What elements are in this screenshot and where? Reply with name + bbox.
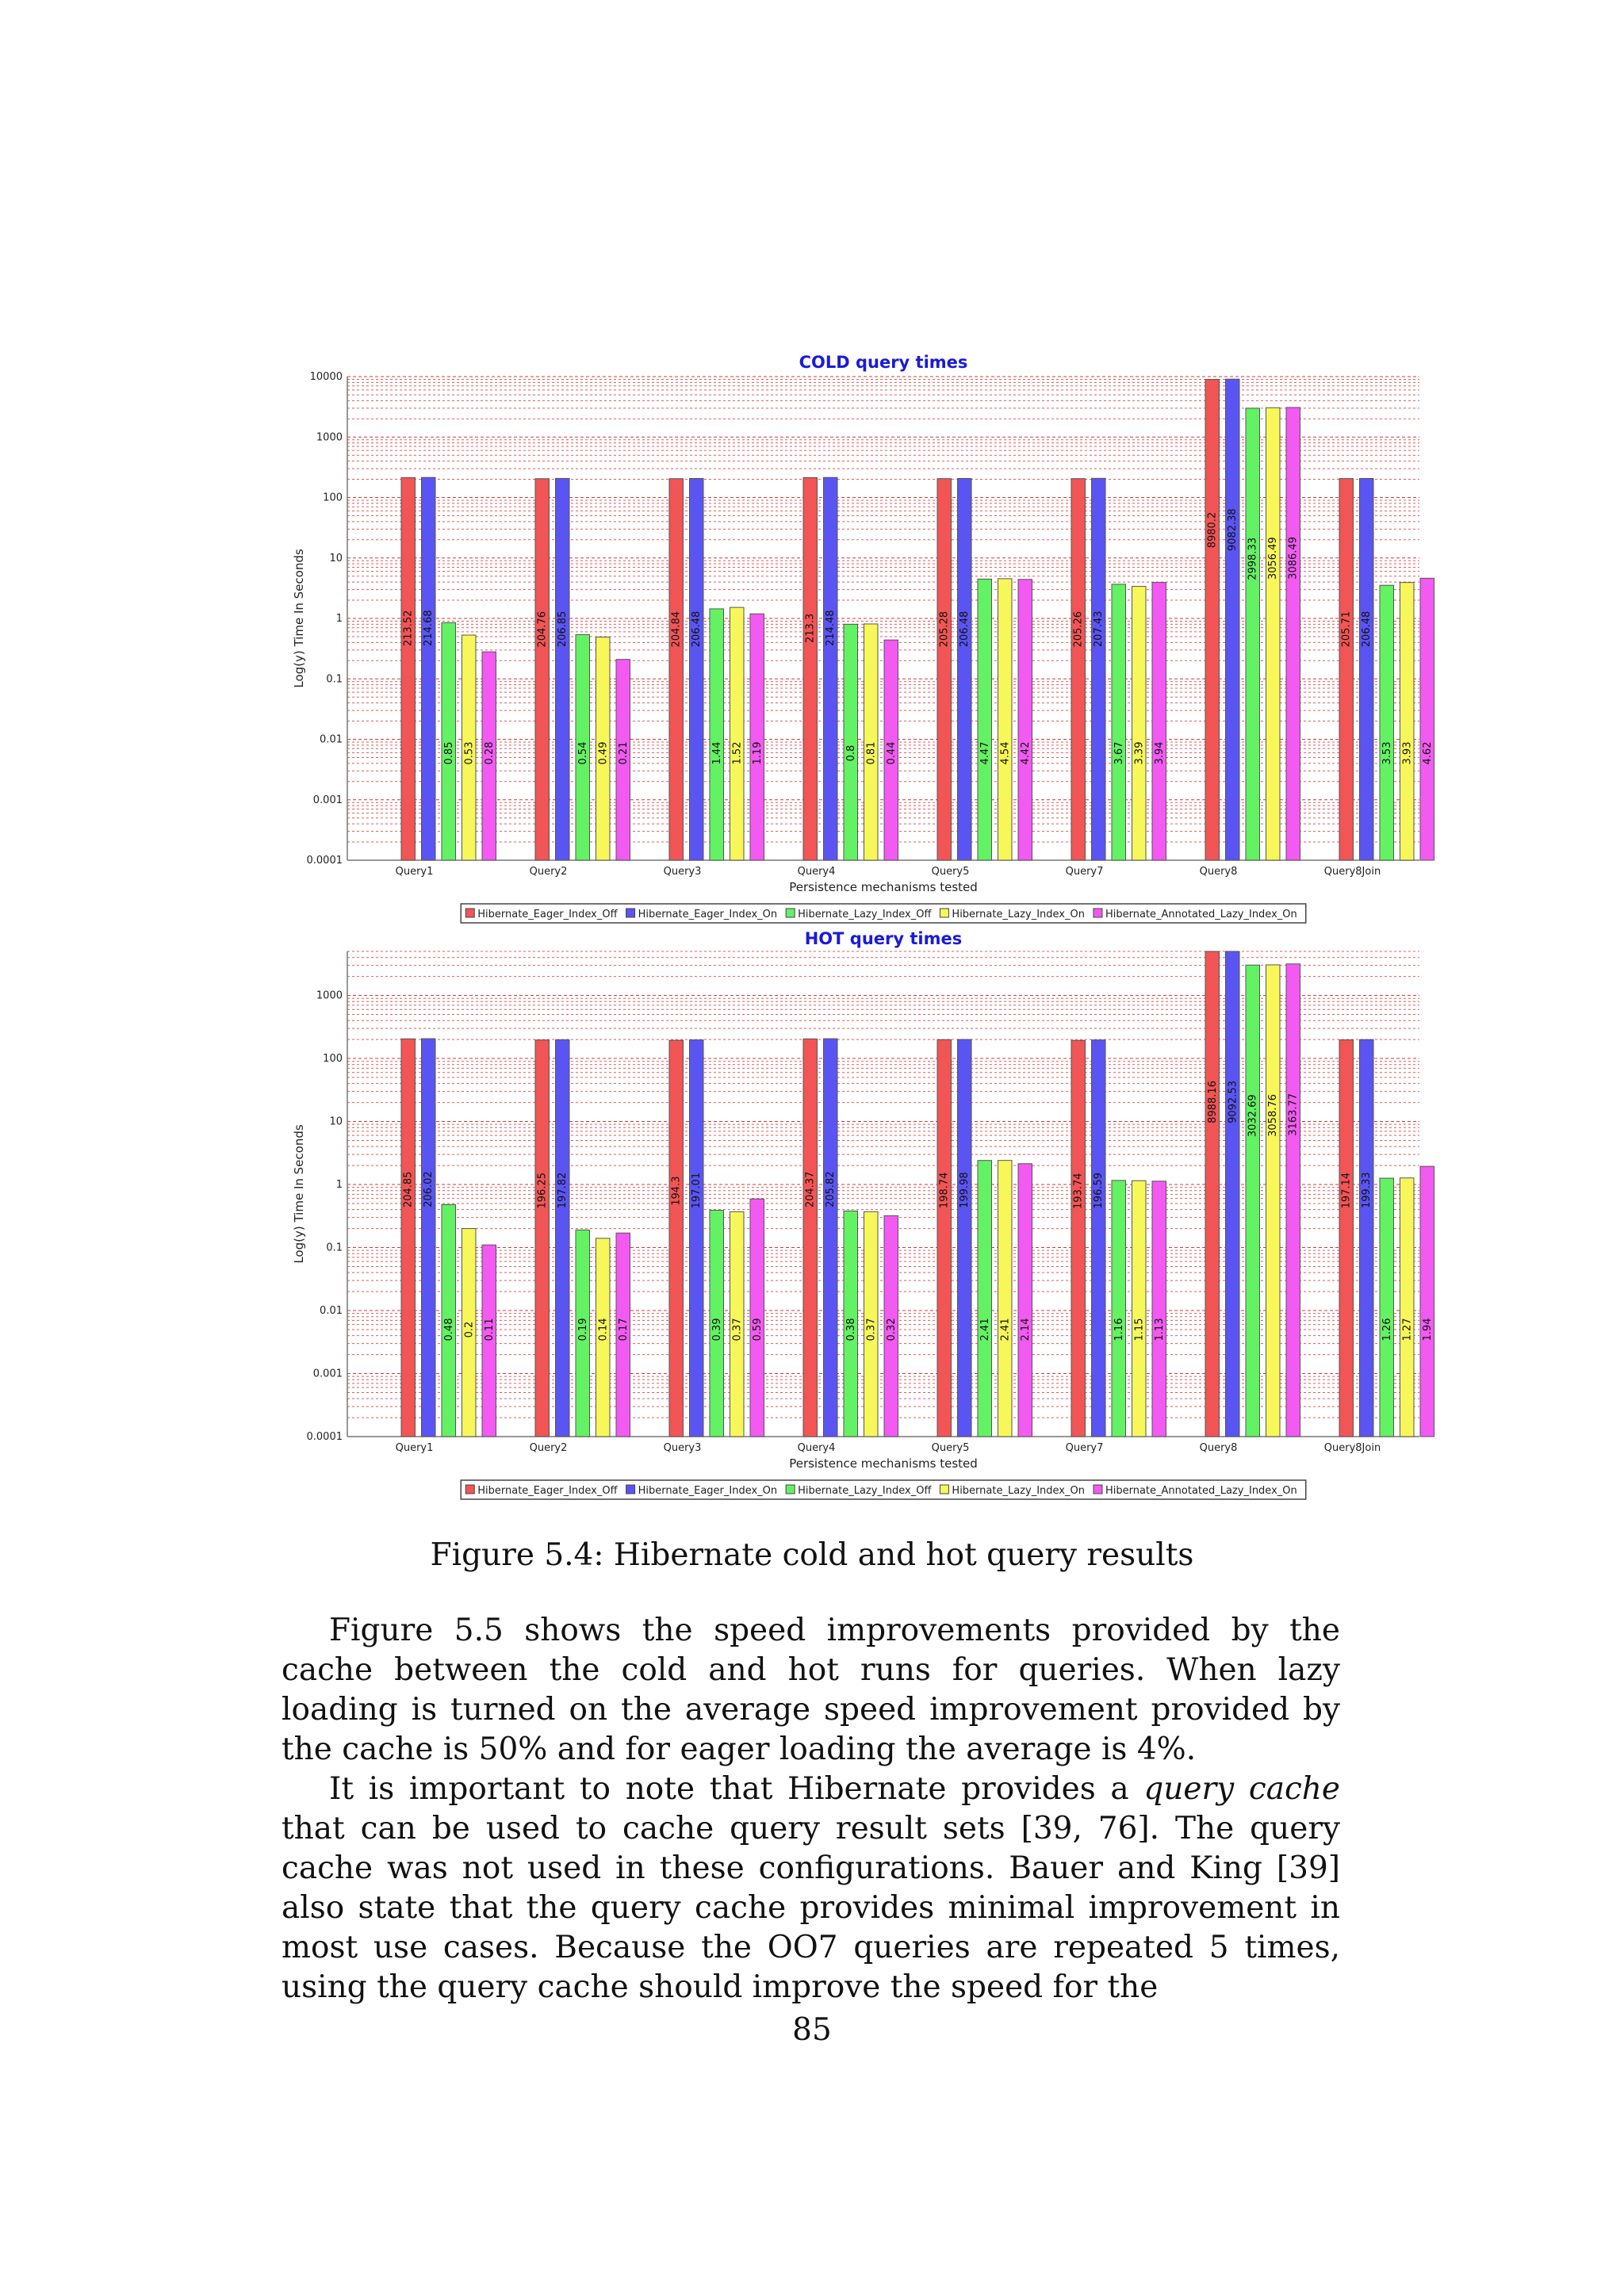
y-tick-label: 0.0001 <box>306 855 343 867</box>
data-label: 204.84 <box>670 611 683 648</box>
data-label: 0.32 <box>885 1318 898 1341</box>
data-label: 0.2 <box>463 1321 476 1338</box>
bar <box>556 478 570 860</box>
bar <box>1420 1166 1434 1437</box>
bar <box>1112 584 1126 860</box>
data-label: 3.53 <box>1381 741 1393 765</box>
data-label: 4.42 <box>1019 741 1032 765</box>
data-label: 1.26 <box>1381 1318 1393 1341</box>
data-label: 204.85 <box>402 1171 415 1208</box>
bar <box>1152 583 1166 860</box>
legend-label: Hibernate_Annotated_Lazy_Index_On <box>1105 1485 1297 1497</box>
bar <box>1400 583 1415 860</box>
data-label: 0.38 <box>845 1318 857 1341</box>
y-tick-label: 1000 <box>316 989 343 1002</box>
legend-label: Hibernate_Annotated_Lazy_Index_On <box>1105 909 1297 920</box>
legend-label: Hibernate_Lazy_Index_Off <box>798 1485 932 1497</box>
data-label: 206.48 <box>691 610 703 648</box>
bar <box>1092 1040 1106 1437</box>
bar <box>690 478 704 860</box>
data-label: 0.53 <box>463 741 476 765</box>
y-tick-label: 10 <box>329 552 343 564</box>
data-label: 196.25 <box>536 1173 549 1209</box>
data-label: 8980.2 <box>1206 511 1219 549</box>
y-axis-label: Log(y) Time In Seconds <box>292 1124 306 1264</box>
y-tick-label: 100 <box>323 492 343 504</box>
x-tick-label: Query1 <box>395 866 434 878</box>
chart-title: HOT query times <box>804 929 963 948</box>
bar <box>1071 1040 1086 1437</box>
data-label: 3.67 <box>1113 741 1125 765</box>
bar <box>1420 578 1434 860</box>
data-label: 4.47 <box>979 741 991 765</box>
x-tick-label: Query2 <box>529 1442 568 1454</box>
data-label: 198.74 <box>938 1172 951 1209</box>
body-text <box>282 1611 1340 2007</box>
data-label: 3032.69 <box>1247 1094 1259 1138</box>
data-label: 0.28 <box>483 741 496 765</box>
y-axis-label: Log(y) Time In Seconds <box>292 549 306 688</box>
data-label: 2.41 <box>979 1318 991 1341</box>
bar <box>1132 587 1147 860</box>
y-tick-label: 0.001 <box>312 1368 343 1380</box>
bar <box>535 479 550 860</box>
bar <box>803 1039 818 1437</box>
data-label: 0.44 <box>885 741 898 765</box>
x-tick-label: Query7 <box>1065 1442 1104 1454</box>
bar <box>1112 1181 1126 1437</box>
data-label: 8988.16 <box>1206 1081 1219 1123</box>
data-label: 0.21 <box>617 741 630 765</box>
data-label: 1.16 <box>1113 1318 1125 1341</box>
x-tick-label: Query8Join <box>1323 866 1381 878</box>
bar <box>998 1161 1013 1437</box>
data-label: 3086.49 <box>1287 537 1300 580</box>
bar <box>730 607 745 860</box>
data-label: 0.54 <box>576 741 589 765</box>
bar <box>1205 951 1220 1437</box>
bar <box>1018 1164 1032 1437</box>
bar <box>690 1040 704 1437</box>
data-label: 0.37 <box>731 1318 744 1341</box>
data-label: 3163.77 <box>1287 1093 1300 1136</box>
data-label: 204.37 <box>804 1171 817 1208</box>
paragraph-2-emphasis: query cache <box>1143 1771 1340 1807</box>
data-label: 204.76 <box>536 611 549 648</box>
page-number: 85 <box>792 2012 832 2048</box>
y-tick-label: 100 <box>323 1053 343 1066</box>
bar <box>958 1039 972 1437</box>
data-label: 199.98 <box>959 1172 971 1208</box>
paragraph-2-post: that can be used to cache query result sets [39, 76]. The query cache was not used in these configurations. Bauer and King [39] also state that the query cache provides minimal improvement in most use cases. Because the OO7 queries are repeated 5 times, using the query cache should improve the speed for the <box>282 1811 1340 2005</box>
y-tick-label: 0.01 <box>320 733 343 746</box>
legend <box>461 904 1306 923</box>
bar <box>998 579 1013 860</box>
legend-swatch <box>626 909 635 917</box>
bar <box>1092 478 1106 860</box>
x-axis-label: Persistence mechanisms tested <box>789 880 978 894</box>
x-tick-label: Query7 <box>1065 866 1104 878</box>
data-label: 1.52 <box>731 741 744 765</box>
data-label: 193.74 <box>1072 1173 1085 1209</box>
data-label: 206.48 <box>959 610 971 648</box>
data-label: 0.11 <box>483 1318 496 1341</box>
x-tick-label: Query4 <box>797 866 836 878</box>
legend-swatch <box>465 1485 474 1494</box>
data-label: 3.94 <box>1153 741 1166 765</box>
bar <box>422 477 436 860</box>
bar <box>1266 965 1281 1437</box>
data-label: 206.02 <box>423 1171 435 1207</box>
data-label: 2998.33 <box>1247 538 1259 580</box>
chart-title: COLD query times <box>799 353 968 372</box>
data-label: 199.33 <box>1361 1172 1373 1208</box>
x-tick-label: Query3 <box>663 1442 702 1454</box>
data-label: 2.41 <box>999 1318 1012 1341</box>
bar <box>937 1039 952 1437</box>
bar <box>1360 478 1374 860</box>
bar <box>1286 408 1300 860</box>
x-tick-label: Query5 <box>931 866 970 878</box>
data-label: 1.13 <box>1153 1318 1166 1341</box>
data-label: 0.37 <box>865 1318 878 1341</box>
data-label: 214.68 <box>423 610 435 646</box>
data-label: 9092.53 <box>1227 1081 1239 1123</box>
legend-swatch <box>940 909 948 917</box>
legend-label: Hibernate_Eager_Index_On <box>638 1485 778 1497</box>
y-tick-label: 1 <box>335 613 343 625</box>
data-label: 1.15 <box>1133 1318 1146 1341</box>
legend-swatch <box>626 1485 635 1494</box>
y-tick-label: 0.1 <box>326 1242 343 1254</box>
data-label: 1.44 <box>710 741 723 765</box>
data-label: 0.49 <box>597 741 610 765</box>
legend-swatch <box>940 1485 948 1494</box>
data-label: 0.59 <box>751 1318 764 1341</box>
x-tick-label: Query4 <box>797 1442 836 1454</box>
bar <box>1018 580 1032 860</box>
bars <box>401 379 1434 860</box>
data-label: 0.8 <box>845 744 857 762</box>
y-tick-label: 0.001 <box>312 794 343 806</box>
data-label: 213.52 <box>402 610 415 647</box>
data-label: 1.27 <box>1401 1318 1414 1341</box>
bar <box>1400 1178 1415 1437</box>
legend-swatch <box>465 909 474 917</box>
x-tick-label: Query3 <box>663 866 702 878</box>
bar <box>1071 479 1086 860</box>
data-label: 3058.76 <box>1267 1094 1280 1137</box>
legend-swatch <box>786 1485 795 1494</box>
x-tick-label: Query5 <box>931 1442 970 1454</box>
data-label: 2.14 <box>1019 1318 1032 1341</box>
paragraph-2-pre: It is important to note that Hibernate provides a <box>329 1771 1144 1807</box>
bars <box>401 951 1434 1437</box>
data-label: 0.85 <box>442 741 455 765</box>
data-label: 1.19 <box>751 741 764 765</box>
legend-label: Hibernate_Lazy_Index_On <box>952 909 1085 920</box>
data-label: 197.01 <box>691 1172 703 1209</box>
bar <box>401 477 416 860</box>
legend-label: Hibernate_Lazy_Index_On <box>952 1485 1085 1497</box>
data-label: 213.3 <box>804 613 817 644</box>
bar <box>1286 964 1300 1437</box>
bar <box>750 1199 764 1437</box>
bar <box>710 609 724 860</box>
data-label: 205.28 <box>938 610 951 648</box>
bar <box>1132 1181 1147 1437</box>
bar <box>1339 479 1354 860</box>
bar <box>535 1040 550 1437</box>
bar <box>556 1040 570 1437</box>
data-label: 0.19 <box>576 1318 589 1341</box>
bar <box>669 1040 684 1437</box>
y-tick-label: 1 <box>335 1179 343 1192</box>
x-tick-label: Query2 <box>529 866 568 878</box>
data-label: 3.93 <box>1401 741 1414 765</box>
bar <box>937 479 952 860</box>
data-label: 197.14 <box>1340 1172 1353 1209</box>
data-label: 205.82 <box>825 1171 837 1207</box>
bar <box>1360 1039 1374 1437</box>
x-tick-label: Query1 <box>395 1442 434 1454</box>
legend-swatch <box>786 909 795 917</box>
bar <box>401 1039 416 1437</box>
data-label: 206.48 <box>1361 610 1373 648</box>
x-axis-label: Persistence mechanisms tested <box>789 1456 978 1471</box>
bar <box>442 622 456 860</box>
data-label: 197.82 <box>557 1172 569 1209</box>
bar <box>958 478 972 860</box>
bar <box>1152 1181 1166 1437</box>
bar <box>669 479 684 860</box>
bar <box>824 477 838 860</box>
bar <box>1380 1178 1394 1437</box>
bar <box>844 624 858 860</box>
y-tick-label: 10 <box>329 1115 343 1128</box>
data-label: 205.71 <box>1340 610 1353 648</box>
legend-label: Hibernate_Lazy_Index_Off <box>798 909 932 920</box>
bar <box>1266 408 1281 860</box>
legend-label: Hibernate_Eager_Index_On <box>638 909 778 920</box>
chart-2 <box>292 929 1434 1499</box>
data-label: 0.14 <box>597 1318 610 1341</box>
data-label: 3056.49 <box>1267 537 1280 580</box>
y-tick-label: 0.1 <box>326 673 343 686</box>
bar <box>978 1161 992 1437</box>
bar <box>1226 951 1240 1437</box>
x-tick-label: Query8 <box>1199 866 1238 878</box>
data-label: 207.43 <box>1093 610 1105 648</box>
data-label: 4.54 <box>999 741 1012 765</box>
bar <box>978 579 992 860</box>
figure-caption: Figure 5.4: Hibernate cold and hot query results <box>430 1537 1194 1573</box>
bar <box>824 1039 838 1437</box>
x-tick-label: Query8 <box>1199 1442 1238 1454</box>
data-label: 4.62 <box>1421 741 1434 765</box>
x-tick-label: Query8Join <box>1323 1442 1381 1454</box>
bar <box>803 477 818 860</box>
data-label: 205.26 <box>1072 610 1085 648</box>
paragraph-1: Figure 5.5 shows the speed improvements provided by the cache between the cold and hot runs for queries. When lazy loading is turned on the average speed improvement provided by the cache is 50% and for eager loading the average is 4%. <box>282 1613 1340 1767</box>
data-label: 1.94 <box>1421 1318 1434 1341</box>
bar <box>422 1039 436 1437</box>
y-tick-label: 10000 <box>309 371 343 383</box>
data-label: 196.59 <box>1093 1172 1105 1209</box>
y-tick-label: 1000 <box>316 431 343 444</box>
data-label: 206.85 <box>557 610 569 648</box>
data-label: 9082.38 <box>1227 508 1239 552</box>
bar <box>1246 408 1260 860</box>
y-tick-label: 0.01 <box>320 1305 343 1318</box>
data-label: 0.48 <box>442 1318 455 1341</box>
legend-swatch <box>1094 909 1102 917</box>
bar <box>1246 965 1260 1437</box>
legend-label: Hibernate_Eager_Index_Off <box>477 909 618 920</box>
legend-label: Hibernate_Eager_Index_Off <box>477 1485 618 1497</box>
data-label: 0.17 <box>617 1318 630 1341</box>
bar <box>750 614 764 860</box>
data-label: 3.39 <box>1133 741 1146 765</box>
chart-1 <box>292 353 1434 923</box>
bar <box>1339 1040 1354 1437</box>
legend <box>461 1480 1306 1499</box>
data-label: 0.81 <box>865 741 878 765</box>
data-label: 194.3 <box>670 1176 683 1206</box>
bar <box>1205 380 1220 860</box>
bar <box>1226 379 1240 860</box>
data-label: 0.39 <box>710 1318 723 1341</box>
y-tick-label: 0.0001 <box>306 1431 343 1443</box>
data-label: 214.48 <box>825 610 837 646</box>
paragraph-2 <box>282 1770 1340 2007</box>
bar <box>1380 585 1394 860</box>
legend-swatch <box>1094 1485 1102 1494</box>
